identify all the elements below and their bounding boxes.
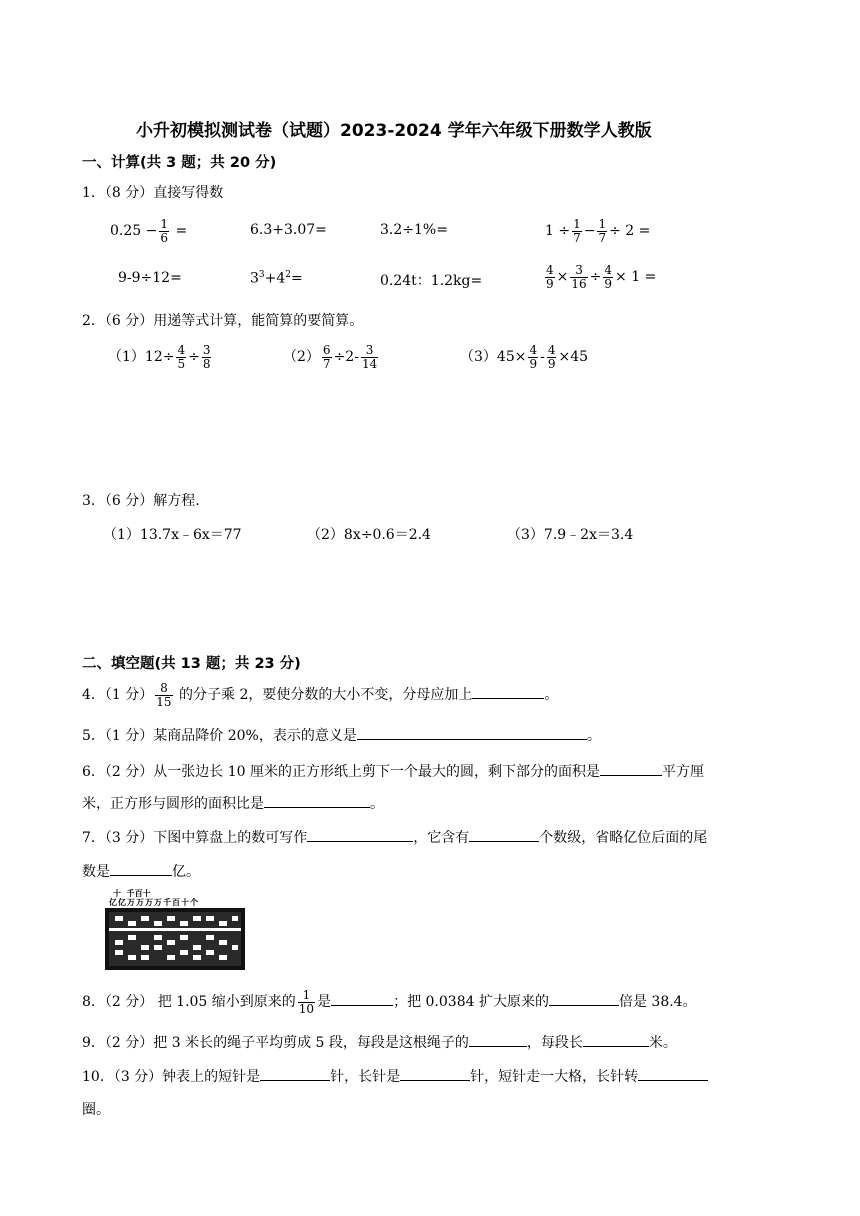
answer-blank[interactable] bbox=[469, 827, 539, 842]
q1-item-e: 9-9÷12= bbox=[118, 270, 182, 286]
abacus-top-labels: 十 千百十 bbox=[113, 889, 151, 898]
answer-blank[interactable] bbox=[264, 793, 370, 808]
q4: 4．（1 分） $\frac{8}{15}$ 的分子乘 2，要使分数的大小不变，分母应加上 。 bbox=[82, 681, 559, 709]
fraction: $\frac{4}{9}$ bbox=[546, 263, 554, 291]
abacus-place-labels: 亿亿万万万万千百十个 bbox=[109, 898, 199, 907]
answer-blank[interactable] bbox=[110, 861, 172, 876]
fraction: $\frac{4}{5}$ bbox=[177, 343, 186, 371]
q3-label: 3．（6 分）解方程. bbox=[82, 493, 200, 509]
section-2-heading: 二、填空题(共 13 题；共 23 分) bbox=[82, 656, 301, 672]
q1-item-f: $3^3+4^2=$ bbox=[250, 270, 303, 287]
answer-blank[interactable] bbox=[549, 991, 619, 1006]
answer-blank[interactable] bbox=[331, 991, 393, 1006]
answer-blank[interactable] bbox=[307, 827, 413, 842]
fraction: $\frac{6}{7}$ bbox=[322, 343, 331, 371]
q7-line-2: 数是 亿。 bbox=[82, 861, 200, 881]
fraction: $\frac{4}{9}$ bbox=[604, 263, 613, 291]
answer-blank[interactable] bbox=[583, 1032, 649, 1047]
page-title: 小升初模拟测试卷（试题）2023-2024 学年六年级下册数学人教版 bbox=[136, 121, 652, 141]
q10-line-1: 10．（3 分）钟表上的短针是 针，长针是 针，短针走一大格，长针转 bbox=[82, 1066, 708, 1086]
q9: 9．（2 分）把 3 米长的绳子平均剪成 5 段，每段是这根绳子的 ，每段长 米。 bbox=[82, 1032, 677, 1052]
answer-blank[interactable] bbox=[472, 684, 544, 699]
fraction: $\frac{1}{7}$ bbox=[598, 217, 607, 245]
abacus-frame bbox=[105, 908, 245, 970]
q2-part-1: （1）12÷ $\frac{4}{5}$ ÷ $\frac{3}{8}$ bbox=[108, 343, 211, 371]
section-1-heading: 一、计算(共 3 题；共 20 分) bbox=[82, 155, 277, 171]
q2-part-3: （3）45× $\frac{4}{9}$ - $\frac{4}{9}$ ×45 bbox=[460, 343, 589, 371]
q3-part-3: （3）7.9﹣2x＝3.4 bbox=[507, 527, 634, 543]
fraction: $\frac{1}{10}$ bbox=[298, 988, 315, 1016]
fraction: $\frac{4}{9}$ bbox=[529, 343, 538, 371]
answer-blank[interactable] bbox=[638, 1066, 708, 1081]
fraction: $\frac{4}{9}$ bbox=[547, 343, 556, 371]
answer-blank[interactable] bbox=[400, 1066, 470, 1081]
fraction: $\frac{3}{8}$ bbox=[202, 343, 211, 371]
q3-part-1: （1）13.7x﹣6x＝77 bbox=[103, 527, 242, 543]
q6-line-2: 米，正方形与圆形的面积比是 。 bbox=[82, 793, 384, 813]
abacus-image bbox=[105, 888, 245, 970]
fraction: $\frac{3}{14}$ bbox=[361, 343, 378, 371]
fraction: $\frac{1}{7}$ bbox=[573, 217, 581, 245]
q1-item-h: $\frac{4}{9}$ × $\frac{3}{16}$ ÷ $\frac{4}{9}$ × 1 = bbox=[546, 263, 657, 291]
q8: 8．（2 分） 把 1.05 缩小到原来的 $\frac{1}{10}$ 是 ；把 0.0384 扩大原来的 倍是 38.4。 bbox=[82, 988, 697, 1016]
fraction: $\frac{8}{15}$ bbox=[156, 681, 172, 709]
q1-item-c: 3.2÷1%= bbox=[380, 222, 448, 238]
q1-item-g: 0.24t：1.2kg= bbox=[380, 273, 483, 289]
fraction: $\frac{1}{6}$ bbox=[160, 217, 168, 245]
q2-part-2: （2） $\frac{6}{7}$ ÷2- $\frac{3}{14}$ bbox=[283, 343, 378, 371]
q3-part-2: （2）8x÷0.6＝2.4 bbox=[307, 527, 431, 543]
q5: 5．（1 分）某商品降价 20%，表示的意义是 。 bbox=[82, 725, 601, 745]
q1-item-b: 6.3+3.07= bbox=[250, 222, 327, 238]
answer-blank[interactable] bbox=[469, 1032, 527, 1047]
q7-line-1: 7．（3 分）下图中算盘上的数可写作 ，它含有 个数级，省略亿位后面的尾 bbox=[82, 827, 707, 847]
answer-blank[interactable] bbox=[600, 761, 662, 776]
q1-item-d: 1 ÷ $\frac{1}{7}$ − $\frac{1}{7}$ ÷ 2 = bbox=[545, 217, 651, 245]
q10-line-2: 圈。 bbox=[82, 1102, 110, 1118]
answer-blank[interactable] bbox=[260, 1066, 330, 1081]
q2-label: 2．（6 分）用递等式计算，能简算的要简算。 bbox=[82, 313, 364, 329]
fraction: $\frac{3}{16}$ bbox=[571, 263, 587, 291]
q6-line-1: 6．（2 分）从一张边长 10 厘米的正方形纸上剪下一个最大的圆，剩下部分的面积是 平方厘 bbox=[82, 761, 704, 781]
q1-item-a: 0.25 − $\frac{1}{6}$ = bbox=[110, 217, 188, 245]
answer-blank[interactable] bbox=[357, 725, 587, 740]
q1-label: 1．（8 分）直接写得数 bbox=[82, 185, 224, 201]
